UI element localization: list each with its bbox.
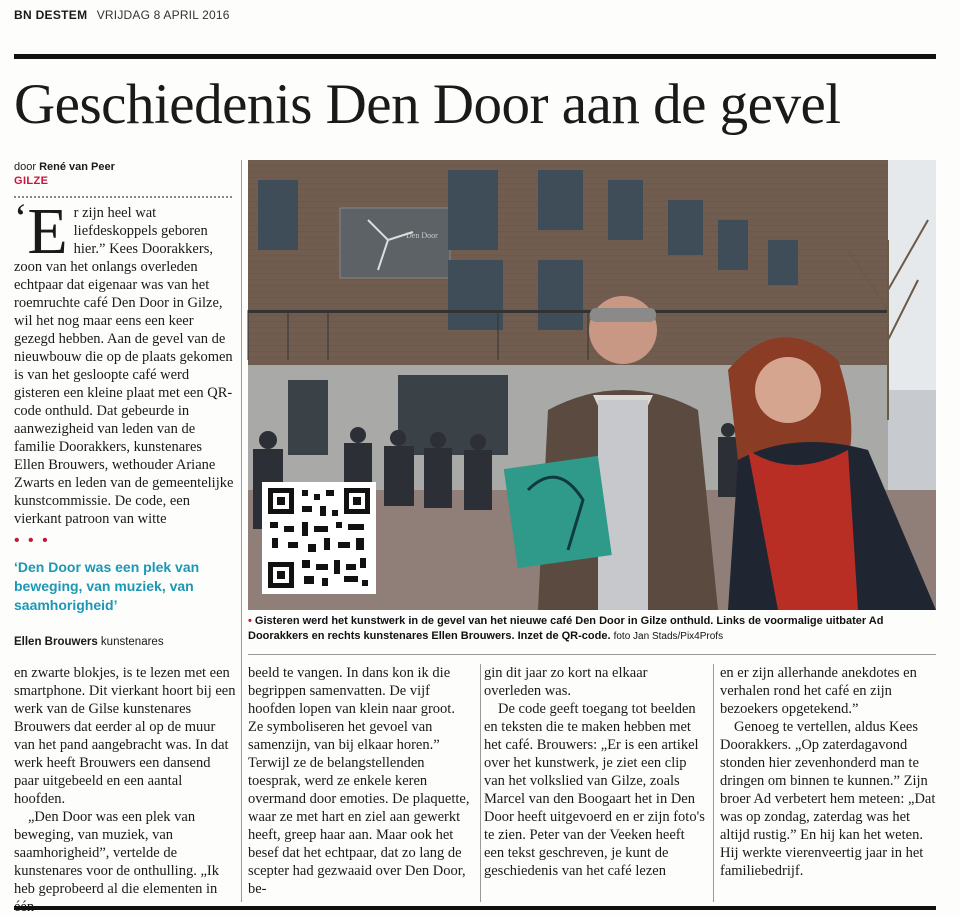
byline-place: GILZE (14, 175, 49, 187)
masthead (14, 8, 230, 22)
column-divider (480, 664, 481, 902)
pull-quote-role: kunstenares (100, 636, 164, 648)
byline-author: René van Peer (39, 161, 115, 173)
paragraph: en zwarte blokjes, is te lezen met een smartphone. Dit vierkant hoort bij een werk van de Gilse kunstenares Brouwers dat eerder al op de muur van het pand aangebracht was. In dat werk heeft Brouwers een dansend paar uitgebeeld en een aantal hoofden. (14, 665, 236, 807)
caption-bullet: • (248, 615, 252, 627)
lower-rule (248, 654, 936, 655)
drop-cap: E (27, 195, 68, 268)
paragraph: De code geeft toegang tot beelden en teksten die te maken hebben met het café. Brouwers: „Er is een artikel over het kunstwerk, je ziet een clip van het volkslied van Gilze, zoals Marcel van den Boogaart het in Den Door heeft uitgevoerd en er zijn foto's te zien. Peter van der Veeken heeft een tekst geschreven, je kunt de geschiedenis van het café lezen (484, 701, 705, 879)
divider-dots: • • • (14, 532, 50, 549)
intro-paragraph (14, 195, 236, 527)
photo-caption (248, 614, 938, 644)
intro-text: r zijn heel wat liefdeskoppels geboren hier.” Kees Doorakkers, zoon van het onlangs overleden echtpaar dat eigenaar was van het roemruchte café Den Door in Gilze, wil het nog maar eens een keer gezegd hebben. Aan de gevel van de nieuwbouw die op de plaats gekomen is van het gesloopte café werd gisteren een kleine plaat met een QR-code onthuld. Dat gebeurde in aanwezigheid van leden van de familie Doorakkers, kunstenares Ellen Brouwers, wethouder Ariane Zwarts en leden van de gemeentelijke kunstcommissie. De code, een vierkant patroon van witte (14, 205, 234, 527)
publication-date: VRIJDAG 8 APRIL 2016 (96, 8, 230, 22)
sign-text: Den Door (406, 231, 438, 240)
bottom-rule (14, 906, 936, 910)
article-column-4 (720, 664, 936, 902)
article-column-2 (248, 664, 472, 902)
article-column-3 (484, 664, 708, 902)
publication-name: BN DESTEM (14, 8, 88, 22)
byline (14, 160, 115, 188)
pull-quote: ‘Den Door was een plek van beweging, van muziek, van saamhorigheid’ (14, 559, 200, 613)
photo-credit: foto Jan Stads/Pix4Profs (613, 631, 724, 642)
paragraph: gin dit jaar zo kort na elkaar overleden was. (484, 665, 648, 699)
paragraph: „Den Door was een plek van beweging, van muziek, van saamhorigheid”, vertelde de kunstenares voor de onthulling. „Ik heb geprobeerd al die elementen in (14, 809, 219, 897)
column-divider (241, 160, 242, 902)
photo-illustration (248, 160, 936, 610)
column-divider (713, 664, 714, 902)
headline: Geschiedenis Den Door aan de gevel (14, 73, 841, 136)
top-rule (14, 54, 936, 59)
paragraph: beeld te vangen. In dans kon ik die begrippen samenvatten. De vijf hoofden lopen van klein naar groot. Ze symboliseren het gevoel van samenzijn, van bij elkaar horen.” Terwijl ze de belangstellenden toesprak, werd ze enkele keren overmand door emoties. De plaquette, waar ze met hart en ziel aan gewerkt heeft, greep haar aan. Maar ook het besef dat het echtpaar, dat zo lang de scepter had gezwaaid over Den Door, be- (248, 665, 470, 897)
pull-quote-name: Ellen Brouwers (14, 636, 98, 648)
byline-prefix: door (14, 161, 37, 173)
opening-quote-mark: ‘ (14, 195, 28, 240)
article-column-1 (14, 664, 236, 902)
pull-quote-attribution (14, 636, 164, 648)
paragraph: en er zijn allerhande anekdotes en verhalen rond het café en zijn bezoekers opgetekend.” (720, 665, 917, 717)
caption-text: Gisteren werd het kunstwerk in de gevel van het nieuwe café Den Door in Gilze onthuld. Links de voormalige uitbater Ad Doorakkers en rechts kunstenares Ellen Brouwers. Inzet de QR-code. (248, 615, 884, 642)
paragraph: Genoeg te vertellen, aldus Kees Doorakkers. „Op zaterdagavond stonden hier zevenhonderd man te dringen om binnen te kunnen.” Zijn broer Ad verbetert hem meteen: „Dat was op zondag, zaterdag was het altijd rustig.” En hij kan het weten. Hij werkte vierenveertig jaar in het familiebedrijf. (720, 719, 936, 879)
article-photo (248, 160, 936, 610)
